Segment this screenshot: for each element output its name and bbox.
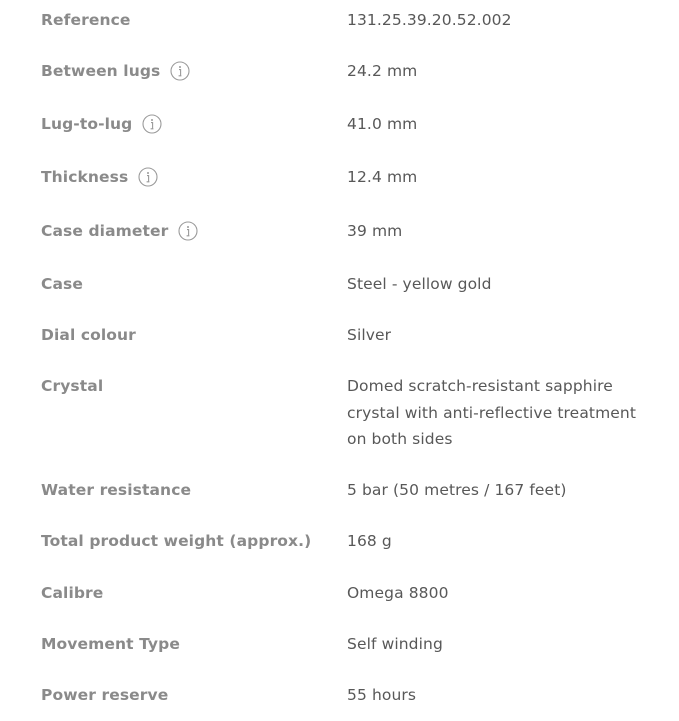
spec-value: Self winding: [347, 635, 443, 653]
spec-label: Movement Type: [41, 635, 180, 653]
spec-label: Reference: [41, 11, 131, 29]
spec-value: 55 hours: [347, 686, 417, 704]
spec-label: Lug-to-lug: [41, 111, 162, 137]
info-icon[interactable]: [142, 114, 162, 134]
spec-label: Dial colour: [41, 326, 136, 344]
spec-value: Silver: [347, 326, 392, 344]
spec-value: 131.25.39.20.52.002: [347, 11, 512, 29]
info-icon[interactable]: [138, 167, 158, 187]
spec-value: 12.4 mm: [347, 168, 418, 186]
spec-value: 168 g: [347, 532, 392, 550]
info-icon[interactable]: [178, 221, 198, 241]
info-icon[interactable]: [170, 61, 190, 81]
spec-label: Case diameter: [41, 218, 198, 244]
spec-value: Domed scratch-resistant sapphire crystal with anti-reflective treatment on both sides: [347, 377, 637, 448]
spec-label: Power reserve: [41, 686, 169, 704]
spec-value: Omega 8800: [347, 584, 449, 602]
spec-value: 24.2 mm: [347, 62, 418, 80]
spec-label: Crystal: [41, 377, 104, 395]
spec-label: Thickness: [41, 164, 158, 190]
spec-value: Steel - yellow gold: [347, 275, 492, 293]
spec-label: Total product weight (approx.): [41, 532, 312, 550]
spec-label: Water resistance: [41, 481, 192, 499]
spec-label: Calibre: [41, 584, 104, 602]
spec-label: Case: [41, 275, 83, 293]
spec-value: 41.0 mm: [347, 115, 418, 133]
spec-label: Between lugs: [41, 58, 190, 84]
spec-value: 39 mm: [347, 222, 403, 240]
spec-value: 5 bar (50 metres / 167 feet): [347, 481, 567, 499]
